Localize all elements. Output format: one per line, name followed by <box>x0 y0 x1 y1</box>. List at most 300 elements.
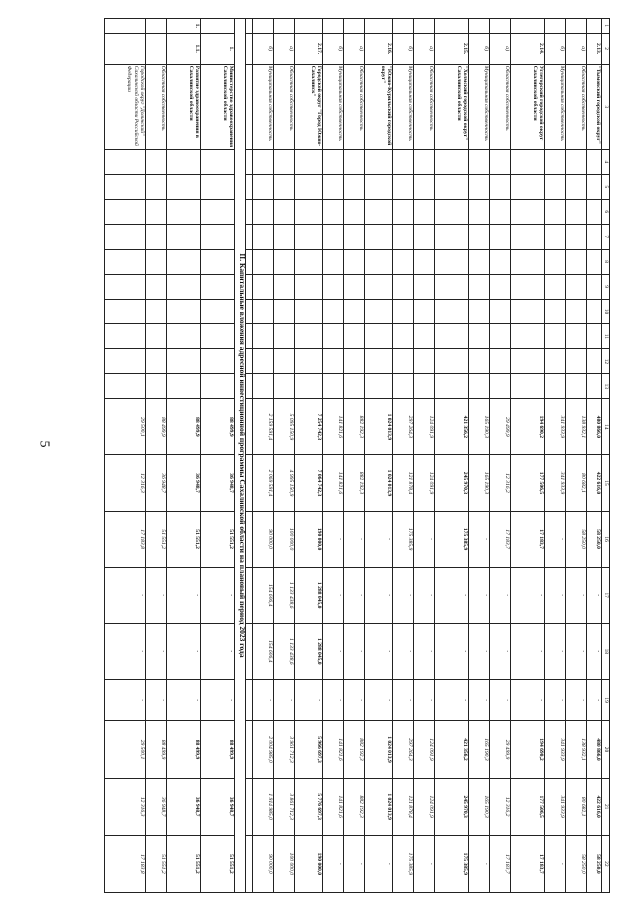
empty-col-13 <box>201 374 235 399</box>
row-index-cell <box>274 19 295 34</box>
empty-col-11 <box>365 324 393 349</box>
empty-col-11 <box>566 324 587 349</box>
empty-col-13 <box>566 374 587 399</box>
row-number-cell: 2.15. <box>435 33 469 64</box>
empty-col-8 <box>274 249 295 274</box>
value-v16: 175 385,9 <box>435 511 469 567</box>
empty-col-7 <box>323 224 344 249</box>
value-v18: - <box>469 623 490 679</box>
value-v22: - <box>365 835 393 892</box>
value-v18: - <box>435 623 469 679</box>
table-row <box>469 19 490 893</box>
value-v15: 80 682,1 <box>566 455 587 511</box>
empty-col-9 <box>365 274 393 299</box>
table-row <box>435 19 469 893</box>
spacer-cell <box>246 174 253 199</box>
page-number: 5 <box>36 440 52 448</box>
value-v20: 29 499,9 <box>490 721 511 778</box>
empty-col-6 <box>490 199 511 224</box>
column-number-15: 15 <box>602 455 610 511</box>
table-row <box>323 19 344 893</box>
empty-col-8 <box>344 249 365 274</box>
value-v17: - <box>344 567 365 623</box>
value-v14: 297 264,3 <box>393 399 414 455</box>
value-v22: 58 250,0 <box>587 835 602 892</box>
value-v14: 165 190,3 <box>469 399 490 455</box>
value-v18: - <box>587 623 602 679</box>
empty-col-4 <box>105 149 146 174</box>
empty-col-13 <box>274 374 295 399</box>
value-v16: 175 385,9 <box>393 511 414 567</box>
value-v18: 1 288 045,0 <box>295 623 323 679</box>
column-number-10: 10 <box>602 299 610 324</box>
value-v22: 175 385,9 <box>435 835 469 892</box>
value-v22: - <box>545 835 566 892</box>
table-row <box>490 19 511 893</box>
value-v21: 80 682,1 <box>566 778 587 835</box>
empty-col-9 <box>435 274 469 299</box>
value-v18: - <box>511 623 545 679</box>
column-number-4: 4 <box>602 149 610 174</box>
value-v15: 341 933,9 <box>545 455 566 511</box>
empty-col-11 <box>295 324 323 349</box>
empty-col-7 <box>566 224 587 249</box>
empty-col-10 <box>435 299 469 324</box>
value-v14: 138 932,1 <box>566 399 587 455</box>
empty-col-12 <box>414 349 435 374</box>
column-number-row <box>602 19 610 893</box>
value-v15: 12 316,3 <box>105 455 146 511</box>
spacer-cell <box>246 835 253 892</box>
row-index-cell <box>490 19 511 34</box>
empty-col-12 <box>274 349 295 374</box>
empty-col-10 <box>469 299 490 324</box>
spacer-cell <box>246 778 253 835</box>
row-number-cell: а) <box>414 33 435 64</box>
value-v21: 245 970,3 <box>435 778 469 835</box>
empty-col-6 <box>201 199 235 224</box>
value-v22: - <box>414 835 435 892</box>
empty-col-11 <box>545 324 566 349</box>
value-v16: 51 551,2 <box>167 511 201 567</box>
row-name-cell: "Тымовский городской округ" <box>587 64 602 149</box>
value-v15: 36 948,7 <box>201 455 235 511</box>
value-v17: - <box>545 567 566 623</box>
value-v21: 5 776 697,3 <box>295 778 323 835</box>
table-row <box>545 19 566 893</box>
row-name-cell: "Холмский городской округ" Сахалинской области <box>435 64 469 149</box>
value-v17: - <box>201 567 235 623</box>
empty-col-13 <box>344 374 365 399</box>
row-name-cell: Городской округ "Долинский" Сахалинской области Российской Федерации <box>105 64 146 149</box>
empty-col-6 <box>167 199 201 224</box>
value-v19: - <box>435 679 469 721</box>
empty-col-12 <box>146 349 167 374</box>
value-v20: 194 690,2 <box>511 721 545 778</box>
value-v15: 4 995 150,9 <box>274 455 295 511</box>
empty-col-5 <box>587 174 602 199</box>
row-number-cell: 2.14. <box>511 33 545 64</box>
column-number-7: 7 <box>602 224 610 249</box>
value-v14: 141 821,6 <box>323 399 344 455</box>
value-v19: - <box>490 679 511 721</box>
empty-col-7 <box>253 224 274 249</box>
value-v22: - <box>323 835 344 892</box>
empty-col-13 <box>435 374 469 399</box>
empty-col-4 <box>587 149 602 174</box>
value-v20: 2 004 985,0 <box>253 721 274 778</box>
value-v16: 17 183,8 <box>105 511 146 567</box>
empty-col-8 <box>469 249 490 274</box>
empty-col-5 <box>105 174 146 199</box>
column-number-18: 18 <box>602 623 610 679</box>
row-index-cell <box>323 19 344 34</box>
empty-col-7 <box>295 224 323 249</box>
row-name-cell: Областная собственность <box>490 64 511 149</box>
empty-col-10 <box>295 299 323 324</box>
value-v19: - <box>253 679 274 721</box>
column-number-5: 5 <box>602 174 610 199</box>
value-v14: 2 159 591,4 <box>253 399 274 455</box>
value-v18: - <box>167 623 201 679</box>
empty-col-8 <box>323 249 344 274</box>
empty-col-9 <box>393 274 414 299</box>
value-v17: - <box>323 567 344 623</box>
value-v18: 1 133 438,6 <box>274 623 295 679</box>
value-v20: 1 024 013,9 <box>365 721 393 778</box>
value-v14: 341 933,9 <box>545 399 566 455</box>
value-v17: - <box>566 567 587 623</box>
spacer-cell <box>246 224 253 249</box>
value-v16: - <box>469 511 490 567</box>
value-v17: - <box>393 567 414 623</box>
value-v21: 141 821,6 <box>323 778 344 835</box>
table-row <box>365 19 393 893</box>
table-body <box>105 19 610 893</box>
empty-col-10 <box>566 299 587 324</box>
table-row <box>587 19 602 893</box>
value-v18: - <box>566 623 587 679</box>
value-v20: 29 500,1 <box>105 721 146 778</box>
empty-col-4 <box>344 149 365 174</box>
empty-col-7 <box>545 224 566 249</box>
row-number-cell: а) <box>566 33 587 64</box>
value-v22: 190 000,0 <box>295 835 323 892</box>
row-number-cell: 2.17. <box>295 33 323 64</box>
empty-col-7 <box>490 224 511 249</box>
empty-col-10 <box>545 299 566 324</box>
value-v16: - <box>365 511 393 567</box>
empty-col-4 <box>167 149 201 174</box>
empty-col-12 <box>295 349 323 374</box>
value-v22: 100 000,0 <box>274 835 295 892</box>
row-number-cell: б) <box>469 33 490 64</box>
value-v16: - <box>344 511 365 567</box>
value-v15: 177 506,5 <box>511 455 545 511</box>
row-name-cell: Развитие здравоохранения в Сахалинской области <box>167 64 201 149</box>
empty-col-7 <box>587 224 602 249</box>
row-number-cell <box>146 33 167 64</box>
empty-col-4 <box>414 149 435 174</box>
empty-col-9 <box>295 274 323 299</box>
empty-col-13 <box>414 374 435 399</box>
table-row <box>511 19 545 893</box>
value-v19: - <box>469 679 490 721</box>
empty-col-11 <box>435 324 469 349</box>
value-v19: - <box>344 679 365 721</box>
section-title: II. Капитальные вложения адресной инвестиционной программы Сахалинской области на плановый период 2023 года <box>235 19 246 893</box>
value-v15: 882 192,3 <box>344 455 365 511</box>
value-v17: - <box>490 567 511 623</box>
empty-col-9 <box>566 274 587 299</box>
empty-col-12 <box>323 349 344 374</box>
value-v16: - <box>545 511 566 567</box>
row-index-cell <box>545 19 566 34</box>
value-v18: - <box>146 623 167 679</box>
empty-col-7 <box>274 224 295 249</box>
row-index-cell <box>393 19 414 34</box>
empty-col-6 <box>365 199 393 224</box>
empty-col-13 <box>587 374 602 399</box>
row-name-cell: Городской округ "Город Южно-Сахалинск" <box>295 64 323 149</box>
value-v19: - <box>365 679 393 721</box>
row-name-cell: Областная собственность <box>274 64 295 149</box>
empty-col-12 <box>469 349 490 374</box>
empty-col-9 <box>545 274 566 299</box>
value-v15: 121 878,4 <box>393 455 414 511</box>
empty-col-6 <box>435 199 469 224</box>
empty-col-4 <box>323 149 344 174</box>
empty-col-8 <box>146 249 167 274</box>
value-v20: 124 091,9 <box>414 721 435 778</box>
empty-col-6 <box>105 199 146 224</box>
table-row <box>274 19 295 893</box>
empty-col-4 <box>566 149 587 174</box>
value-v20: 341 933,9 <box>545 721 566 778</box>
empty-col-8 <box>253 249 274 274</box>
value-v14: 29 499,9 <box>490 399 511 455</box>
value-v21: 1 024 013,9 <box>365 778 393 835</box>
empty-col-9 <box>511 274 545 299</box>
empty-col-5 <box>344 174 365 199</box>
value-v21: 36 948,7 <box>201 778 235 835</box>
empty-col-12 <box>201 349 235 374</box>
empty-col-6 <box>295 199 323 224</box>
empty-col-7 <box>469 224 490 249</box>
row-index-cell <box>344 19 365 34</box>
empty-col-13 <box>323 374 344 399</box>
value-v16: - <box>323 511 344 567</box>
empty-col-5 <box>365 174 393 199</box>
empty-col-4 <box>146 149 167 174</box>
value-v17: - <box>587 567 602 623</box>
empty-col-13 <box>295 374 323 399</box>
row-number-cell: б) <box>253 33 274 64</box>
value-v15: 245 970,3 <box>435 455 469 511</box>
value-v14: 882 192,3 <box>344 399 365 455</box>
value-v16: 17 183,7 <box>490 511 511 567</box>
empty-col-9 <box>414 274 435 299</box>
value-v22: 90 000,0 <box>253 835 274 892</box>
empty-col-4 <box>511 149 545 174</box>
spacer-cell <box>246 33 253 64</box>
value-v17: - <box>414 567 435 623</box>
value-v15: 141 821,6 <box>323 455 344 511</box>
value-v17: - <box>105 567 146 623</box>
row-number-cell: 1.1. <box>167 33 201 64</box>
empty-col-10 <box>490 299 511 324</box>
empty-col-5 <box>274 174 295 199</box>
row-index-cell <box>511 19 545 34</box>
empty-col-11 <box>414 324 435 349</box>
spacer-cell <box>246 679 253 721</box>
value-v22: 17 183,7 <box>490 835 511 892</box>
table-row <box>105 19 146 893</box>
value-v21: 882 192,3 <box>344 778 365 835</box>
empty-col-8 <box>511 249 545 274</box>
value-v15: 1 024 013,9 <box>365 455 393 511</box>
row-number-cell: 2.13. <box>587 33 602 64</box>
table-row <box>393 19 414 893</box>
row-number-cell <box>105 33 146 64</box>
value-v16: 51 551,2 <box>201 511 235 567</box>
empty-col-10 <box>167 299 201 324</box>
value-v20: 480 866,0 <box>587 721 602 778</box>
value-v19: - <box>146 679 167 721</box>
row-name-cell: Муниципальная собственность <box>469 64 490 149</box>
empty-col-8 <box>393 249 414 274</box>
value-v16: 190 000,0 <box>295 511 323 567</box>
value-v20: 88 499,9 <box>167 721 201 778</box>
value-v15: 36 948,7 <box>146 455 167 511</box>
row-index-cell <box>566 19 587 34</box>
empty-col-10 <box>323 299 344 324</box>
empty-col-9 <box>105 274 146 299</box>
empty-col-8 <box>490 249 511 274</box>
empty-col-5 <box>146 174 167 199</box>
empty-col-8 <box>545 249 566 274</box>
empty-col-13 <box>105 374 146 399</box>
empty-col-12 <box>365 349 393 374</box>
column-number-17: 17 <box>602 567 610 623</box>
empty-col-13 <box>167 374 201 399</box>
value-v21: 12 316,2 <box>490 778 511 835</box>
column-number-12: 12 <box>602 349 610 374</box>
column-number-22: 22 <box>602 835 610 892</box>
empty-col-6 <box>566 199 587 224</box>
empty-col-12 <box>393 349 414 374</box>
spacer-cell <box>246 64 253 149</box>
empty-col-12 <box>167 349 201 374</box>
value-v18: - <box>365 623 393 679</box>
empty-col-5 <box>511 174 545 199</box>
empty-col-12 <box>511 349 545 374</box>
empty-col-11 <box>146 324 167 349</box>
value-v21: 341 933,9 <box>545 778 566 835</box>
empty-col-6 <box>545 199 566 224</box>
value-v18: - <box>105 623 146 679</box>
empty-col-5 <box>435 174 469 199</box>
value-v19: - <box>274 679 295 721</box>
value-v18: - <box>201 623 235 679</box>
row-name-cell: Областная собственность <box>414 64 435 149</box>
empty-col-5 <box>469 174 490 199</box>
value-v21: 121 878,4 <box>393 778 414 835</box>
value-v20: 88 499,9 <box>146 721 167 778</box>
value-v14: 480 866,0 <box>587 399 602 455</box>
empty-col-6 <box>344 199 365 224</box>
empty-col-11 <box>587 324 602 349</box>
value-v19: - <box>295 679 323 721</box>
value-v17: 1 133 438,6 <box>274 567 295 623</box>
value-v18: 154 606,4 <box>253 623 274 679</box>
row-index-cell <box>201 19 235 34</box>
empty-col-4 <box>365 149 393 174</box>
column-number-21: 21 <box>602 778 610 835</box>
value-v17: - <box>146 567 167 623</box>
empty-col-13 <box>146 374 167 399</box>
table-row <box>146 19 167 893</box>
section-title-row <box>235 19 246 893</box>
value-v20: 5 966 697,3 <box>295 721 323 778</box>
value-v21: 3 861 712,3 <box>274 778 295 835</box>
column-number-11: 11 <box>602 324 610 349</box>
spacer-cell <box>246 199 253 224</box>
empty-col-12 <box>545 349 566 374</box>
empty-col-9 <box>167 274 201 299</box>
empty-col-13 <box>511 374 545 399</box>
value-v15: 124 091,9 <box>414 455 435 511</box>
value-v17: - <box>365 567 393 623</box>
empty-col-10 <box>105 299 146 324</box>
row-number-cell: б) <box>393 33 414 64</box>
empty-col-13 <box>253 374 274 399</box>
value-v17: 154 606,4 <box>253 567 274 623</box>
row-index-cell <box>146 19 167 34</box>
value-v20: 165 190,3 <box>469 721 490 778</box>
row-index-cell <box>365 19 393 34</box>
empty-col-11 <box>490 324 511 349</box>
value-v21: 177 506,5 <box>511 778 545 835</box>
value-v15: 7 064 742,3 <box>295 455 323 511</box>
empty-col-13 <box>545 374 566 399</box>
empty-col-4 <box>469 149 490 174</box>
value-v20: 421 356,2 <box>435 721 469 778</box>
empty-col-11 <box>201 324 235 349</box>
value-v17: - <box>435 567 469 623</box>
row-number-cell: а) <box>274 33 295 64</box>
empty-col-8 <box>587 249 602 274</box>
value-v19: - <box>393 679 414 721</box>
table-row <box>414 19 435 893</box>
empty-col-11 <box>167 324 201 349</box>
row-number-cell: а) <box>344 33 365 64</box>
value-v21: 124 091,9 <box>414 778 435 835</box>
empty-col-9 <box>469 274 490 299</box>
empty-col-9 <box>253 274 274 299</box>
value-v17: - <box>167 567 201 623</box>
empty-col-8 <box>365 249 393 274</box>
value-v22: 17 183,7 <box>511 835 545 892</box>
value-v22: - <box>469 835 490 892</box>
value-v14: 88 499,9 <box>201 399 235 455</box>
empty-col-10 <box>201 299 235 324</box>
empty-col-11 <box>511 324 545 349</box>
spacer-cell <box>246 19 253 34</box>
row-name-cell: Муниципальная собственность <box>323 64 344 149</box>
empty-col-10 <box>511 299 545 324</box>
empty-col-5 <box>323 174 344 199</box>
